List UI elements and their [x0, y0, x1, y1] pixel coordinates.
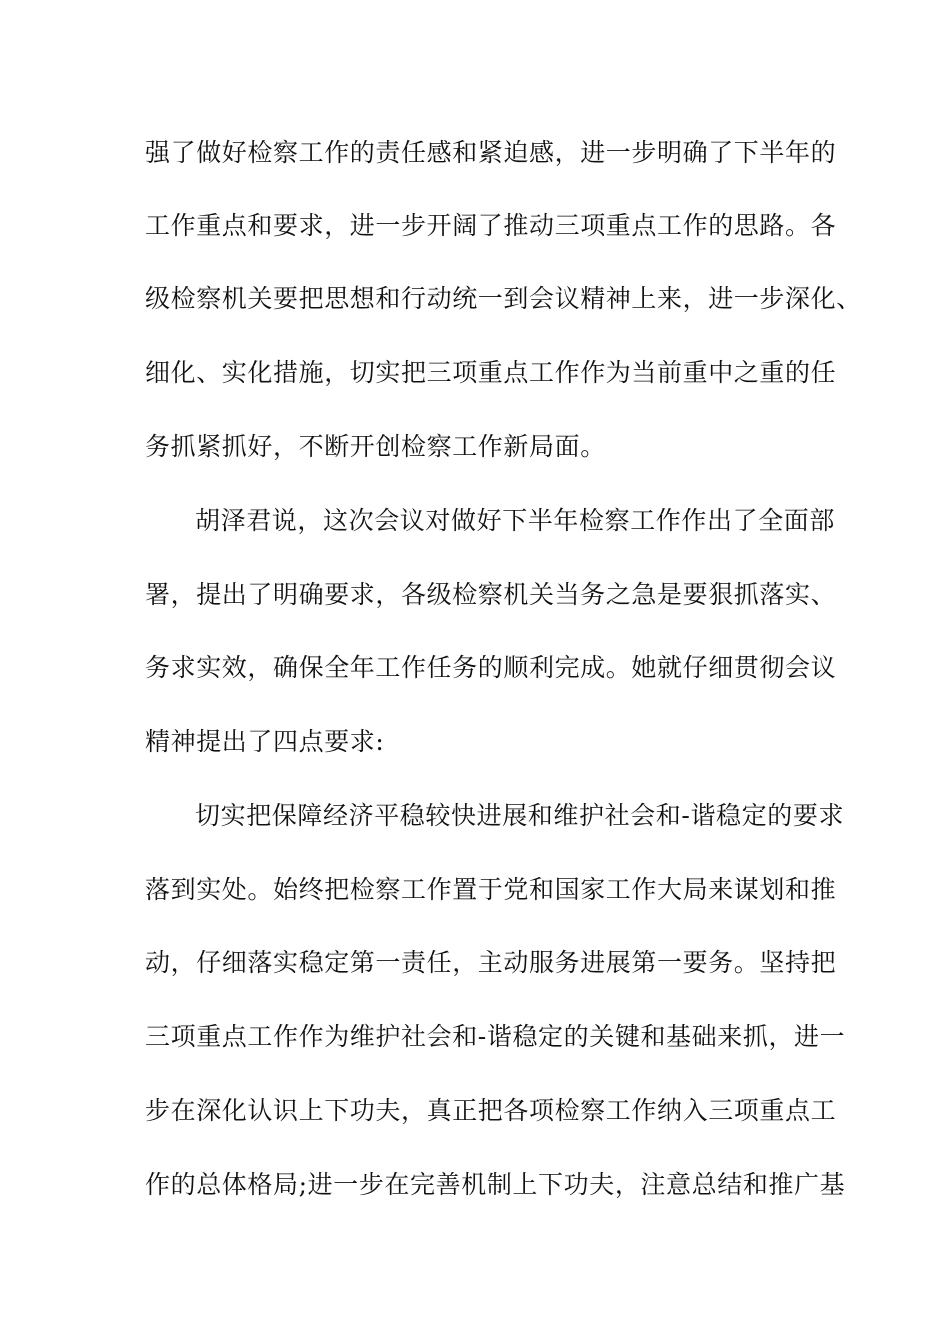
paragraph-line: 落到实处。始终把检察工作置于党和国家工作大局来谋划和推 — [145, 875, 837, 904]
paragraph-line: 务求实效，确保全年工作任务的顺利完成。她就仔细贯彻会议 — [145, 653, 837, 682]
paragraph-line: 细化、实化措施，切实把三项重点工作作为当前重中之重的任 — [145, 358, 837, 387]
paragraph-line: 三项重点工作作为维护社会和-谐稳定的关键和基础来抓，进一 — [145, 1022, 846, 1051]
paragraph-line: 署，提出了明确要求，各级检察机关当务之急是要狠抓落实、 — [145, 580, 837, 609]
paragraph-line: 务抓紧抓好，不断开创检察工作新局面。 — [145, 432, 606, 461]
paragraph-line: 强了做好检察工作的责任感和紧迫感，进一步明确了下半年的 — [145, 138, 837, 167]
paragraph-line: 作的总体格局;进一步在完善机制上下功夫，注意总结和推广基 — [145, 1170, 846, 1199]
paragraph-line: 步在深化认识上下功夫，真正把各项检察工作纳入三项重点工 — [145, 1096, 837, 1125]
paragraph-line: 胡泽君说，这次会议对做好下半年检察工作作出了全面部 — [195, 506, 836, 535]
paragraph-line: 动，仔细落实稳定第一责任，主动服务进展第一要务。坚持把 — [145, 948, 837, 977]
paragraph-line: 切实把保障经济平稳较快进展和维护社会和-谐稳定的要求 — [195, 801, 845, 830]
paragraph-line: 精神提出了四点要求: — [145, 727, 385, 756]
paragraph-line: 级检察机关要把思想和行动统一到会议精神上来，进一步深化、 — [145, 284, 862, 313]
paragraph-line: 工作重点和要求，进一步开阔了推动三项重点工作的思路。各 — [145, 211, 837, 240]
